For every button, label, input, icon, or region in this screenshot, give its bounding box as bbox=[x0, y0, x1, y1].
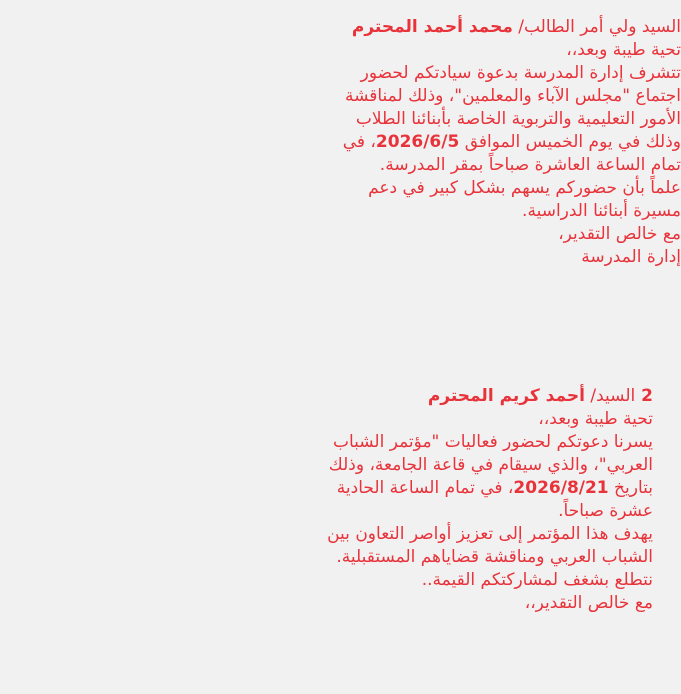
letter1-signature: إدارة المدرسة bbox=[581, 247, 681, 267]
letter1-body-line: علماً بأن حضوركم يسهم بشكل كبير في دعم bbox=[368, 178, 681, 198]
letter2-closing: مع خالص التقدير،، bbox=[524, 593, 653, 613]
letter1-closing: مع خالص التقدير، bbox=[558, 224, 681, 244]
letter1-body-line: مسيرة أبنائنا الدراسية. bbox=[522, 201, 681, 221]
letter2-date-line bbox=[233, 477, 653, 500]
letter2-body-line: عشرة صباحاً. bbox=[558, 501, 653, 521]
letter1-salutation bbox=[0, 16, 681, 39]
invitation-letter-conference bbox=[233, 385, 653, 615]
letter2-salutation-prefix: السيد/ bbox=[584, 386, 636, 406]
letter2-greeting: تحية طيبة وبعد،، bbox=[538, 409, 653, 429]
letter2-date-prefix: بتاريخ bbox=[608, 478, 653, 498]
letter2-date: 2026/8/21 bbox=[513, 478, 609, 498]
letter1-date-suffix: ، في bbox=[342, 132, 376, 152]
letter2-body-line: يهدف هذا المؤتمر إلى تعزيز أواصر التعاون بين bbox=[327, 524, 653, 544]
letter1-body-line: الأمور التعليمية والتربوية الخاصة بأبنائنا الطلاب bbox=[355, 109, 681, 129]
letter1-greeting: تحية طيبة وبعد،، bbox=[566, 40, 681, 60]
letter2-date-suffix: ، في تمام الساعة الحادية bbox=[336, 478, 514, 498]
letter2-body-line: العربي"، والذي سيقام في قاعة الجامعة، وذلك bbox=[328, 455, 653, 475]
letter1-date-line bbox=[0, 131, 681, 154]
letter2-body-line: الشباب العربي ومناقشة قضاياهم المستقبلية. bbox=[336, 547, 653, 567]
letter1-body-line: تتشرف إدارة المدرسة بدعوة سيادتكم لحضور bbox=[360, 63, 681, 83]
letter1-salutation-prefix: السيد ولي أمر الطالب/ bbox=[512, 17, 681, 37]
invitation-letter-parents bbox=[0, 16, 681, 269]
letter2-body-line: يسرنا دعوتكم لحضور فعاليات "مؤتمر الشباب bbox=[332, 432, 653, 452]
letter1-salutation-name: محمد أحمد المحترم bbox=[351, 17, 513, 37]
letter1-date-prefix: وذلك في يوم الخميس الموافق bbox=[459, 132, 681, 152]
letter1-body-line: تمام الساعة العاشرة صباحاً بمقر المدرسة. bbox=[379, 155, 681, 175]
letter2-salutation-number: 2 bbox=[635, 386, 653, 406]
letter1-date: 2026/6/5 bbox=[375, 132, 460, 152]
letter1-body-line: اجتماع "مجلس الآباء والمعلمين"، وذلك لمناقشة bbox=[344, 86, 681, 106]
letter2-salutation-name: أحمد كريم المحترم bbox=[427, 386, 585, 406]
letter2-salutation bbox=[233, 385, 653, 408]
letter2-body-line: نتطلع بشغف لمشاركتكم القيمة.. bbox=[421, 570, 653, 590]
